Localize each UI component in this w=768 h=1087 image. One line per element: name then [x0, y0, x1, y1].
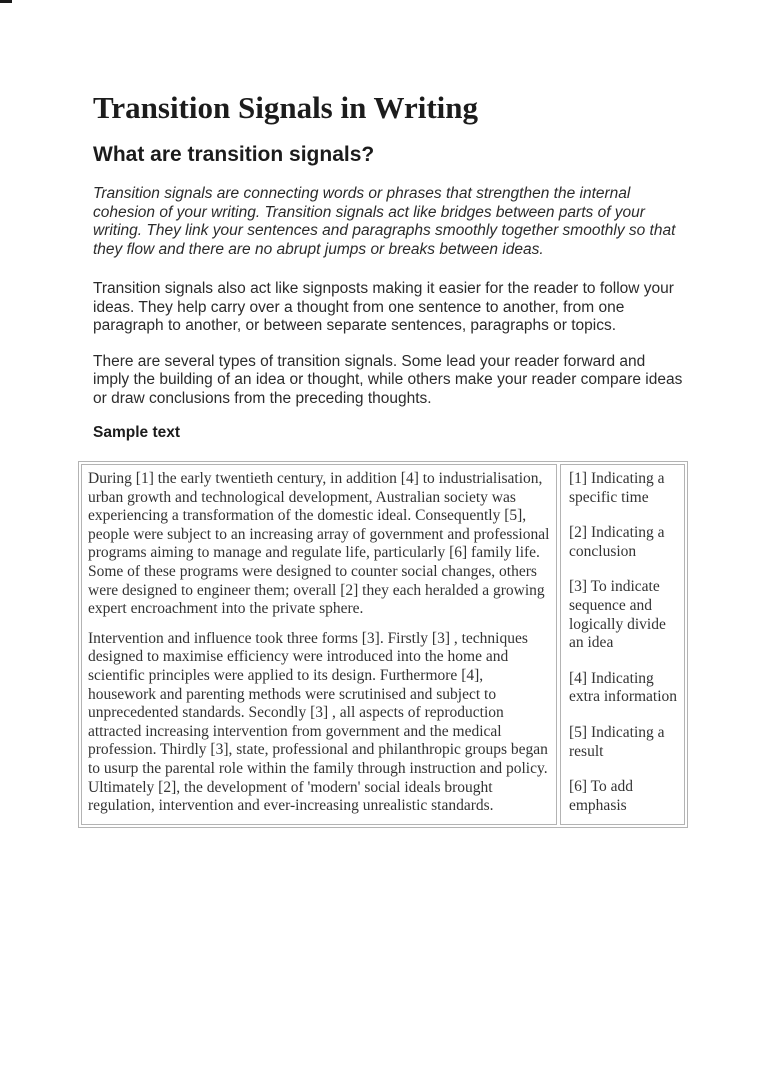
text-column [93, 0, 683, 442]
section-heading: What are transition signals? [93, 143, 375, 166]
sample-text-cell [81, 464, 557, 825]
annotations-cell [560, 464, 685, 825]
types-paragraph: There are several types of transition signals. Some lead your reader forward and imply the building of an idea or thought, while others make your reader compare ideas or draw conclusions from the preceding thoughts. [93, 352, 683, 407]
annotation-item: [4] Indicating extra information [569, 669, 678, 706]
sample-text-table [78, 461, 688, 828]
intro-paragraph: Transition signals are connecting words or phrases that strengthen the internal cohesion of your writing. Transition signals act like bridges between parts of your writing. They link your sentences and paragraphs smoothly together smoothly so that they flow and there are no abrupt jumps or breaks between ideas. [93, 185, 676, 258]
sample-text-label: Sample text [93, 424, 181, 441]
annotation-item: [1] Indicating a specific time [569, 470, 665, 506]
annotation-item: [3] To indicate sequence and logically divide an idea [569, 578, 666, 652]
sample-text-paragraph: During [1] the early twentieth century, in addition [4] to industrialisation, urban growth and technological development, Australian society was experiencing a transformation of the domestic ideal. Consequently [5], people were subject to an increasing array of government and professional programs aiming to manage and regulate life, particularly [6] family life. Some of these programs were designed to counter social changes, others were designed to engineer them; overall [2] they each heralded a growing expert encroachment into the private sphere. [88, 470, 550, 618]
sample-text-paragraph: Intervention and influence took three forms [3]. Firstly [3] , techniques designed to maximise efficiency were introduced into the home and scientific principles were applied to its design. Furthermore [4], housework and parenting methods were scrutinised and subject to unprecedented standards. Secondly [3] , all aspects of reproduction attracted increasing intervention from government and the medical profession. Thirdly [3], state, professional and philanthropic groups began to usurp the parental role within the family through instruction and policy. Ultimately [2], the development of 'modern' social ideals brought regulation, intervention and ever-increasing unrealistic standards. [88, 629, 548, 815]
annotation-item: [6] To add emphasis [569, 778, 634, 814]
annotation-item: [2] Indicating a conclusion [569, 524, 665, 560]
corner-artifact-mark [0, 0, 12, 3]
annotation-item: [5] Indicating a result [569, 723, 665, 760]
signposts-paragraph: Transition signals also act like signposts making it easier for the reader to follow your ideas. They help carry over a thought from one sentence to another, from one paragraph to another, or between separate sentences, paragraphs or topics. [93, 280, 674, 334]
page-title: Transition Signals in Writing [93, 90, 479, 125]
